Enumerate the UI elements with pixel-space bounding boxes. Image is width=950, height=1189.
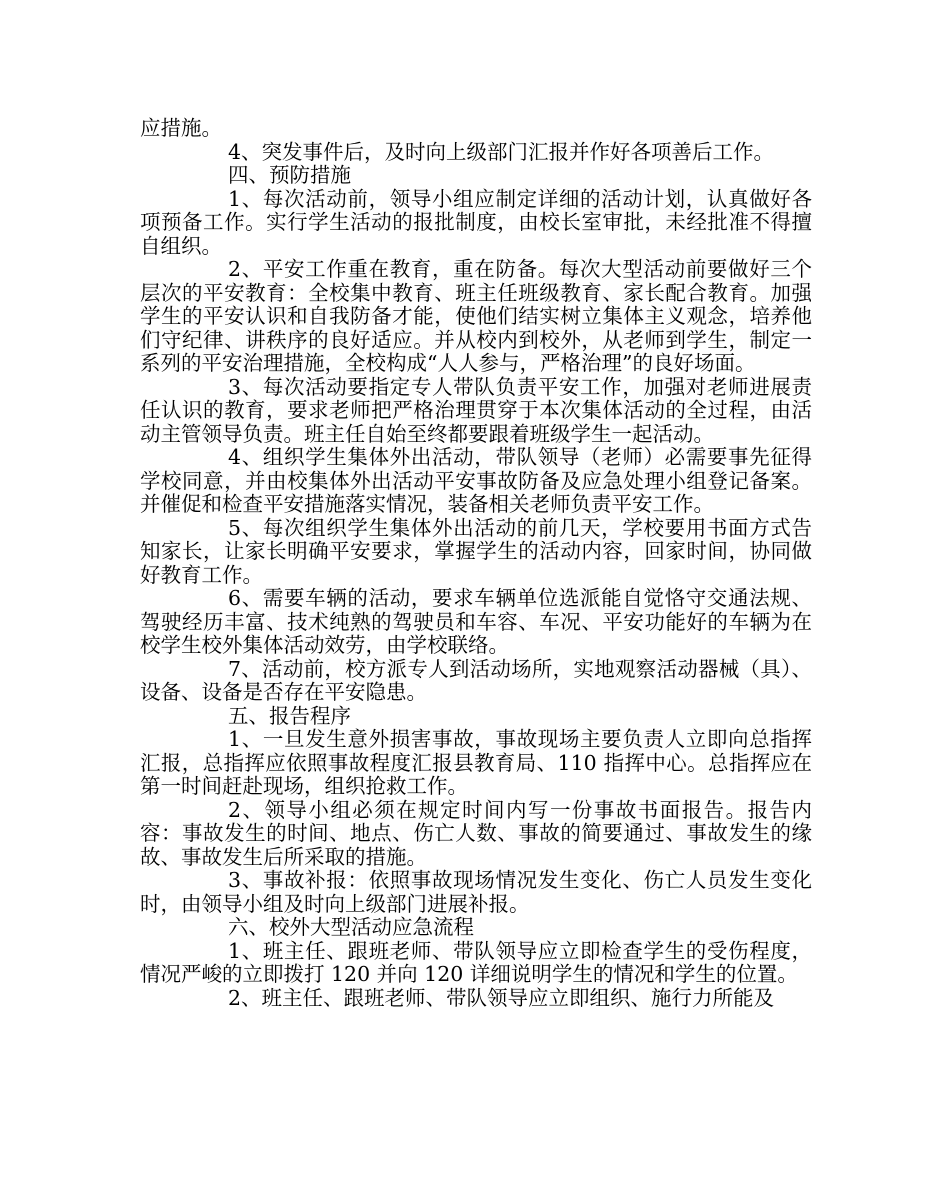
paragraph-item: 5、每次组织学生集体外出活动的前几天，学校要用书面方式告知家长，让家长明确平安要求，掌握学生的活动内容，回家时间，协同做好教育工作。 [140,515,812,587]
paragraph-item: 7、活动前，校方派专人到活动场所，实地观察活动器械（具）、设备、设备是否存在平安隐患。 [140,656,812,704]
paragraph-item: 3、事故补报：依照事故现场情况发生变化、伤亡人员发生变化时，由领导小组及时向上级部门进展补报。 [140,868,812,916]
paragraph-item: 4、组织学生集体外出活动，带队领导（老师）必需要事先征得学校同意，并由校集体外出活动平安事故防备及应急处理小组登记备案。并催促和检查平安措施落实情况，装备相关老师负责平安工作。 [140,445,812,516]
paragraph-item: 2、班主任、跟班老师、带队领导应立即组织、施行力所能及 [228,985,775,1010]
paragraph-item: 6、需要车辆的活动，要求车辆单位选派能自觉恪守交通法规、驾驶经历丰富、技术纯熟的驾驶员和车容、车况、平安功能好的车辆为在校学生校外集体活动效劳，由学校联络。 [140,586,812,657]
section-heading: 五、报告程序 [228,703,351,728]
paragraph-item: 1、一旦发生意外损害事故，事故现场主要负责人立即向总指挥汇报，总指挥应依照事故程度汇报县教育局、110 指挥中心。总指挥应在第一时间赶赴现场，组织抢救工作。 [140,727,812,798]
paragraph-item: 1、班主任、跟班老师、带队领导应立即检查学生的受伤程度，情况严峻的立即拨打 120 并向 120 详细说明学生的情况和学生的位置。 [140,938,812,986]
document-body [140,117,812,1010]
paragraph-item: 4、突发事件后，及时向上级部门汇报并作好各项善后工作。 [228,139,775,164]
paragraph-item: 2、平安工作重在教育，重在防备。每次大型活动前要做好三个层次的平安教育：全校集中教育、班主任班级教育、家长配合教育。加强学生的平安认识和自我防备才能，使他们结实树立集体主义观念，培养他们守纪律、讲秩序的良好适应。并从校内到校外，从老师到学生，制定一系列的平安治理措施，全校构成“人人参与，严格治理”的良好场面。 [140,257,812,375]
section-heading: 四、预防措施 [228,163,351,187]
paragraph-item: 3、每次活动要指定专人带队负责平安工作，加强对老师进展责任认识的教育，要求老师把严格治理贯穿于本次集体活动的全过程，由活动主管领导负责。班主任自始至终都要跟着班级学生一起活动。 [140,374,812,446]
paragraph-item: 2、领导小组必须在规定时间内写一份事故书面报告。报告内容：事故发生的时间、地点、伤亡人数、事故的简要通过、事故发生的缘故、事故发生后所采取的措施。 [140,797,812,869]
section-heading: 六、校外大型活动应急流程 [228,915,474,939]
paragraph-item: 1、每次活动前，领导小组应制定详细的活动计划，认真做好各项预备工作。实行学生活动的报批制度，由校长室审批，未经批准不得擅自组织。 [140,186,812,258]
paragraph-continuation: 应措施。 [140,116,222,140]
